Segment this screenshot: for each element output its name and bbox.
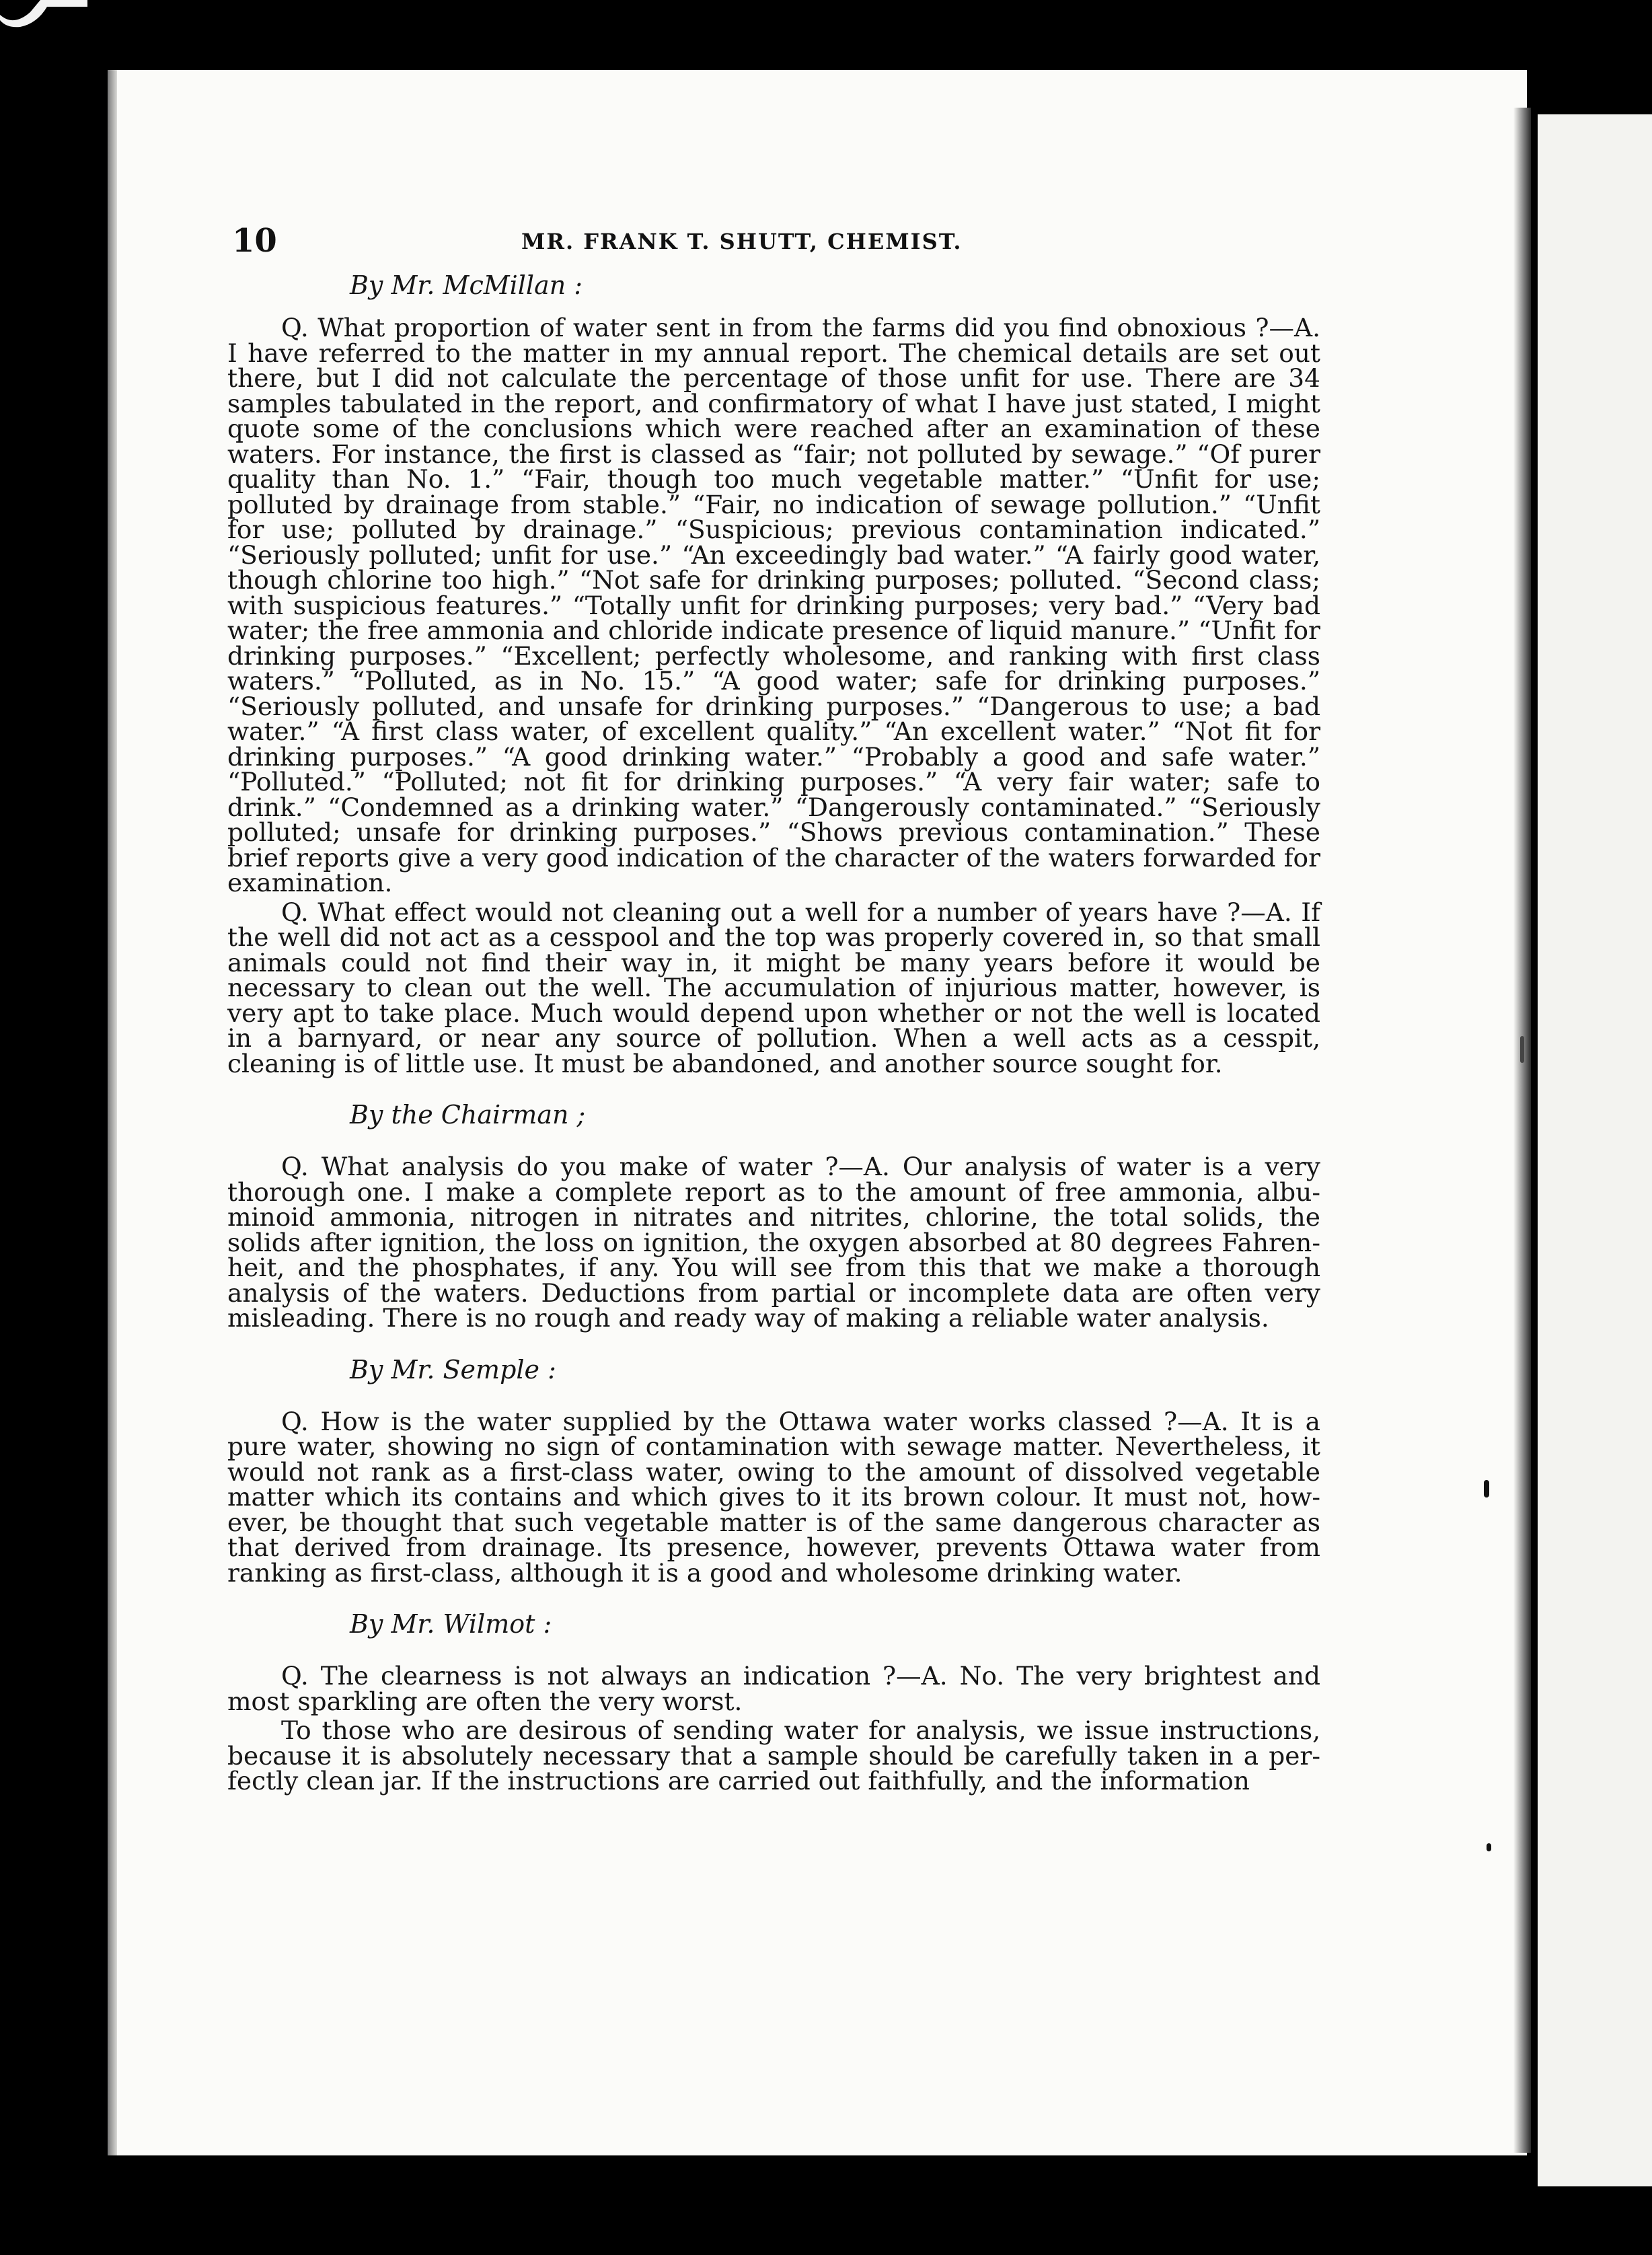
testimony-section (227, 1102, 1320, 1331)
page-binding-shadow (108, 70, 117, 2155)
document-body (227, 272, 1320, 1794)
page-header (232, 222, 1322, 269)
testimony-paragraph: To those who are desirous of sending water for analysis, we issue instructions, because it is absolutely necessary that a sample should be carefully taken in a perfectly clean jar. If the instructions are carried out faithfully, and the information (227, 1715, 1320, 1796)
speaker-heading: By Mr. Semple : (350, 1354, 556, 1384)
testimony-paragraph: Q. The clearness is not always an indication ?—A. No. The very brightest and most sparkling are often the very worst. (227, 1661, 1320, 1716)
scan-speck (1487, 1843, 1491, 1851)
speaker-heading: By Mr. McMillan : (350, 270, 583, 300)
testimony-section (227, 1611, 1320, 1794)
testimony-section (227, 1354, 1320, 1588)
scan-speck (1520, 1036, 1524, 1063)
scan-speck (1484, 1480, 1489, 1498)
testimony-paragraph: Q. What analysis do you make of water ?—A. Our analysis of water is a very thorough one. I make a complete report as to the amount of free ammonia, albuminoid ammonia, nitrogen in nitrates and nitrites, chlorine, the total solids, the solids after ignition, the loss on ignition, the oxygen absorbed at 80 degrees Fahrenheit, and the phosphates, if any. You will see from this that we make a thorough analysis of the waters. Deductions from partial or incomplete data are often very misleading. There is no rough and ready way of making a reliable water analysis. (227, 1152, 1320, 1333)
testimony-section (227, 272, 1320, 1076)
scan-corner-mark (0, 0, 87, 34)
speaker-heading: By Mr. Wilmot : (350, 1609, 552, 1639)
testimony-paragraph: Q. What effect would not cleaning out a well for a number of years have ?—A. If the well did not act as a cesspool and the top was properly covered in, so that small animals could not find their way in, it might be many years before it would be necessary to clean out the well. The accumulation of injurious matter, however, is very apt to take place. Much would depend upon whether or not the well is located in a barnyard, or near any source of pollution. When a well acts as a cesspit, cleaning is of little use. It must be abandoned, and another source sought for. (227, 897, 1320, 1078)
page-gutter-shadow (1513, 108, 1531, 2153)
page-number: 10 (232, 222, 277, 260)
testimony-paragraph: Q. How is the water supplied by the Ottawa water works classed ?—A. It is a pure water, showing no sign of contamination with sewage matter. Nevertheless, it would not rank as a first-class water, owing to the amount of dissolved vegetable matter which its contains and which gives to it its brown colour. It must not, however, be thought that such vegetable matter is of the same dangerous character as that derived from drainage. Its presence, however, prevents Ottawa water from ranking as first-class, although it is a good and wholesome drinking water. (227, 1406, 1320, 1588)
running-head: MR. FRANK T. SHUTT, CHEMIST. (521, 229, 963, 254)
facing-page-edge (1538, 114, 1652, 2186)
speaker-heading: By the Chairman ; (350, 1100, 586, 1130)
testimony-paragraph: Q. What proportion of water sent in from the farms did you find obnoxious ?—A. I have referred to the matter in my annual report. The chemical details are set out there, but I did not calculate the percentage of those unfit for use. There are 34 samples tabulated in the report, and confirmatory of what I have just stated, I might quote some of the conclusions which were reached after an examination of these waters. For instance, the first is classed as “fair; not polluted by sewage.” “Of purer quality than No. 1.” “Fair, though too much vegetable matter.” “Unfit for use; polluted by drainage from stable.” “Fair, no indication of sewage pollution.” “Unfit for use; polluted by drainage.” “Suspicious; previous contamination indicated.” “Seriously polluted; unfit for use.” “An exceedingly bad water.” “A fairly good water, though chlorine too high.” “Not safe for drinking purposes; polluted. “Second class; with suspicious features.” “Totally unfit for drinking purposes; very bad.” “Very bad water; the free ammonia and chloride indicate presence of liquid manure.” “Unfit for drinking purposes.” “Excellent; perfectly wholesome, and ranking with first class waters.” “Polluted, as in No. 15.” “A good water; safe for drinking purposes.” “Seriously polluted, and unsafe for drinking purposes.” “Dangerous to use; a bad water.” “A first class water, of excellent quality.” “An excellent water.” “Not fit for drinking purposes.” “A good drinking water.” “Probably a good and safe water.” “Polluted.” “Polluted; not fit for drinking purposes.” “A very fair water; safe to drink.” “Condemned as a drinking water.” “Dangerously contaminated.” “Seriously polluted; unsafe for drinking purposes.” “Shows previous contamination.” These brief reports give a very good indication of the character of the waters forwarded for examination. (227, 313, 1320, 897)
